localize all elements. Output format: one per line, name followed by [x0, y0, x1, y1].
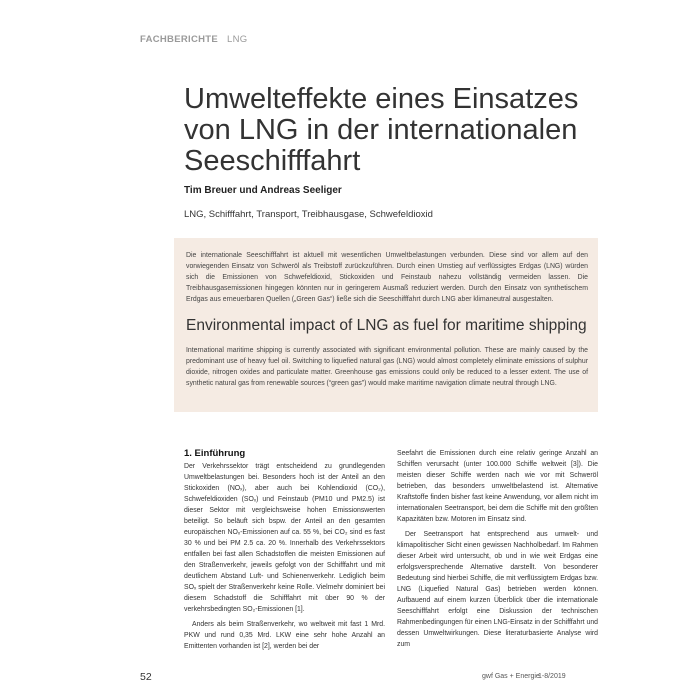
column-right [397, 448, 598, 652]
subsection-label: LNG [226, 34, 248, 45]
page-footer [0, 671, 700, 691]
abstract-german: Die internationale Seeschifffahrt ist aktuell mit wesentlichen Umweltbelastungen verbunden. Diese sind vor allem auf den vorwiegenden Einsatz von Schweröl als Treibstoff zurückzuführen. Durch einen Umstieg auf verflüssigtes Erdgas (LNG) würden sich die Emissionen von Schwefeldioxid, Stickoxiden und Feinstaub nahezu vollständig vermeiden lassen. Die Treibhausgasemissionen hingegen könnten nur in geringerem Ausmaß reduziert werden. Durch den Einsatz von synthetischem Erdgas aus erneuerbaren Quellen („Green Gas“) ließe sich die Seeschifffahrt durch LNG aber klimaneutral ausgestalten. [186, 252, 588, 303]
article-title [184, 84, 604, 177]
authors: Tim Breuer und Andreas Seeliger [184, 185, 342, 196]
page-number: 52 [140, 671, 152, 683]
section-label: FACHBERICHTE [140, 34, 219, 45]
paragraph: Der Seetransport hat entsprechend aus umwelt- und klimapolitischer Sicht einen gewissen Nachholbedarf. Im Rahmen dieser Arbeit wird untersucht, ob und in wie weit Erdgas eine erfolgsversprechende Alternative darstellt. Von besonderer Bedeutung sind hierbei Schiffe, die mit verflüssigtem Erdgas bzw. LNG (Liquefied Natural Gas) betrieben werden können. Aufbauend auf einem kurzen Überblick über die internationale Seeschifffahrt erfolgt eine Diskussion der technischen Rahmenbedingungen für einen LNG-Einsatz in der Schifffahrt und dessen Umweltwirkungen. Diese literaturbasierte Analyse wird zum [397, 531, 598, 648]
section-header [140, 34, 247, 45]
title-line: von LNG in der internationalen [184, 114, 578, 146]
body-columns [184, 448, 598, 652]
journal-name: gwf Gas + Energie [482, 673, 540, 680]
keywords: LNG, Schifffahrt, Transport, Treibhausgase, Schwefeldioxid [184, 209, 433, 220]
paragraph: Der Verkehrssektor trägt entscheidend zu grundlegenden Umweltbelastungen bei. Besonders hoch ist der Anteil an den Stickoxiden (NOₓ), aber auch bei Kohlendioxid (CO₂), Schwefeldioxiden (SOₓ) und Feinstaub (PM10 und PM2.5) ist dieser Sektor mit vergleichsweise hohen Emissionswerten beteiligt. So beläuft sich bspw. der Anteil an den gesamten europäischen NOₓ-Emissionen auf ca. 55 %, bei CO₂ sind es fast 30 % und bei PM 2.5 ca. 20 %. Innerhalb des Verkehrssektors entfallen bei fast allen Schadstoffen die meisten Emissionen auf den Straßenverkehr, jeweils gefolgt von der Schifffahrt und mit deutlichem Abstand Luft- und Schienenverkehr. Lediglich beim SOₓ spielt der Straßenverkehr keine Rolle. Vielmehr dominiert bei diesem Schadstoff die Schifffahrt mit über 90 % der verkehrsbedingten SO₂-Emissionen [1]. [184, 463, 385, 613]
paragraph: Seefahrt die Emissionen durch eine relativ geringe Anzahl an Schiffen verursacht (unter 100.000 Schiffe weltweit [3]). Die meisten dieser Schiffe werden nach wie vor mit Schweröl betrieben, das besonders umweltbelastend ist. Alternative Kraftstoffe finden bisher fast keine Anwendung, vor allem nicht im internationalen Seetransport, bei dem die Schiffe mit den größten Kapazitäten bzw. Motoren im Einsatz sind. [397, 450, 598, 523]
paragraph: Anders als beim Straßenverkehr, wo weltweit mit fast 1 Mrd. PKW und rund 0,35 Mrd. LKW eine sehr hohe Anzahl an Emittenten vorhanden ist [2], werden bei der [184, 621, 385, 650]
title-line: Umwelteffekte eines Einsatzes [184, 83, 579, 115]
abstract-box [174, 238, 598, 412]
abstract-english: International maritime shipping is currently associated with significant environmental pollution. These are mainly caused by the predominant use of heavy fuel oil. Switching to liquefied natural gas (LNG) would almost completely eliminate emissions of sulphur dioxide, nitrogen oxides and particulate matter. Greenhouse gas emissions could only be reduced to a lesser extent. The use of synthetic natural gas from renewable sources (“green gas”) would make maritime navigation climate neutral through LNG. [186, 347, 588, 387]
column-left [184, 448, 385, 652]
section-heading: 1. Einführung [184, 448, 246, 459]
issue-number: 1-8/2019 [538, 673, 566, 680]
title-line: Seeschifffahrt [184, 145, 361, 177]
abstract-english-title: Environmental impact of LNG as fuel for maritime shipping [186, 317, 587, 334]
